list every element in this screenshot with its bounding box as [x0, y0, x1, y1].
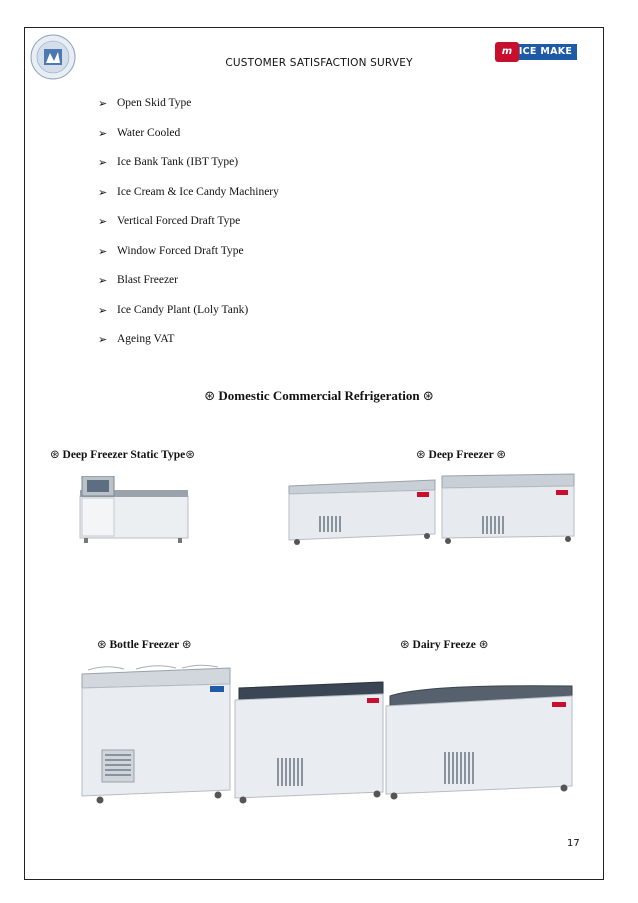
- deep-freezer-image-2: [440, 472, 576, 546]
- bottle-freezer-image: [78, 664, 234, 806]
- product-bullet-list: [98, 97, 279, 363]
- asterisk-circle-icon: ⊛: [416, 447, 426, 461]
- deep-freezer-static-image: [78, 476, 192, 544]
- asterisk-circle-icon: ⊛: [422, 389, 434, 404]
- asterisk-circle-icon: ⊛: [97, 637, 107, 651]
- asterisk-circle-icon: ⊛: [496, 447, 507, 461]
- list-item: ➢ Window Forced Draft Type: [98, 244, 244, 258]
- caption-deep-freezer-static: ⊛ Deep Freezer Static Type⊛: [50, 447, 195, 461]
- list-item: ➢ Water Cooled: [98, 126, 181, 140]
- arrow-bullet-icon: ➢: [98, 244, 108, 258]
- arrow-bullet-icon: ➢: [98, 185, 108, 199]
- caption-deep-freezer: ⊛ Deep Freezer ⊛: [416, 447, 507, 461]
- ice-make-logo: [495, 42, 577, 62]
- asterisk-circle-icon: ⊛: [400, 637, 410, 651]
- list-item: ➢ Blast Freezer: [98, 274, 178, 287]
- list-item: ➢ Ice Bank Tank (IBT Type): [98, 156, 239, 169]
- arrow-bullet-icon: ➢: [98, 274, 108, 287]
- arrow-bullet-icon: ➢: [98, 156, 108, 169]
- document-header-title: CUSTOMER SATISFACTION SURVEY: [225, 57, 413, 69]
- arrow-bullet-icon: ➢: [98, 303, 108, 317]
- list-item: ➢ Ice Candy Plant (Loly Tank): [98, 303, 249, 317]
- asterisk-circle-icon: ⊛: [185, 447, 195, 461]
- brand-mark: m: [495, 42, 519, 62]
- asterisk-circle-icon: ⊛: [204, 389, 216, 404]
- section-heading: ⊛ Domestic Commercial Refrigeration ⊛: [204, 388, 434, 404]
- arrow-bullet-icon: ➢: [98, 126, 108, 140]
- list-item: ➢ Ice Cream & Ice Candy Machinery: [98, 185, 279, 199]
- list-item: ➢ Open Skid Type: [98, 97, 192, 110]
- arrow-bullet-icon: ➢: [98, 97, 108, 110]
- arrow-bullet-icon: ➢: [98, 333, 108, 346]
- deep-freezer-image-1: [287, 478, 437, 546]
- arrow-bullet-icon: ➢: [98, 215, 108, 228]
- asterisk-circle-icon: ⊛: [181, 637, 192, 651]
- dairy-freezer-image-1: [233, 678, 387, 804]
- list-item: ➢ Vertical Forced Draft Type: [98, 215, 241, 228]
- asterisk-circle-icon: ⊛: [50, 447, 60, 461]
- page-number: 17: [567, 838, 580, 849]
- brand-name: ICE MAKE: [514, 44, 577, 60]
- dairy-freezer-image-2: [384, 682, 578, 800]
- caption-bottle-freezer: ⊛ Bottle Freezer ⊛: [97, 637, 192, 651]
- list-item: ➢ Ageing VAT: [98, 333, 175, 346]
- asterisk-circle-icon: ⊛: [478, 637, 489, 651]
- caption-dairy-freeze: ⊛ Dairy Freeze ⊛: [400, 637, 489, 651]
